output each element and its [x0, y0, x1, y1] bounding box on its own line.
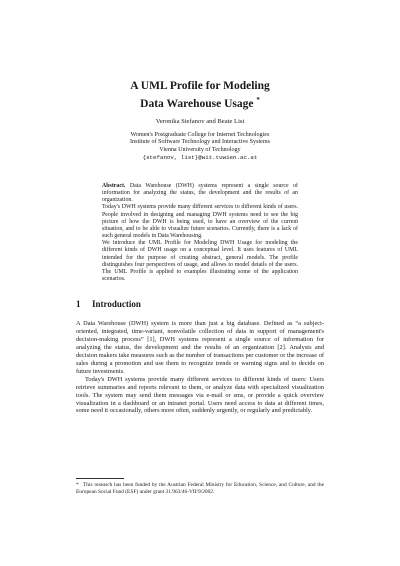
- title-line-2-text: Data Warehouse Usage: [140, 97, 254, 110]
- paper-title: [60, 79, 340, 111]
- footnote-mark: *: [76, 482, 79, 488]
- body-paragraph-2: Today's DWH systems provide many different services to different kinds of users: Users retrieve summaries and reports relevant to them, or analyze data with specialized visualization tools. The system may send them messages via e-mail or sms, or provide a quick overview visualization in a dashboard or an intranet portal. Users need access to data at different times, some need it occasionally, others more often, suddenly urgently, or regularly and predictably.: [76, 375, 324, 415]
- title-line-2: [60, 93, 340, 111]
- abstract-paragraph-1: [102, 183, 298, 204]
- footnote-rule: [76, 478, 124, 479]
- body-paragraph-1: A Data Warehouse (DWH) system is more than just a big database. Defined as “a subject-oriented, integrated, time-variant, nonvolatile collection of data in support of management's decision-making process” [1], DWH systems represent a single source of information for analyzing the status, the development and the results of an organization [2]. Analysts and decision makers take measures such as the number of transactions per customer or the increase of sales during a promotion and use them to recognize trends or warning signs and to decide on future investments.: [76, 320, 324, 375]
- abstract-paragraph-2: Today's DWH systems provide many different services to different kinds of users. People involved in designing and managing DWH systems need to see the big picture of how the DWH is being used, to have an overview of the current situation, and to be able to visualize future scenarios. Currently, there is a lack of such general models in Data Warehousing.: [102, 204, 298, 240]
- section-body: [76, 320, 324, 415]
- affiliation-line-1: Women's Postgraduate College for Internet Technologies: [130, 132, 270, 138]
- affiliation-line-2: Institute of Software Technology and Interactive Systems: [130, 139, 270, 146]
- abstract-block: [102, 183, 298, 283]
- footnote: [76, 482, 324, 496]
- abstract-paragraph-3: We introduce the UML Profile for Modeling DWH Usage for modeling the different kinds of DWH usage on a conceptual level. It uses features of UML intended for the purpose of creating abstract, general models. The profile distinguishes four perspectives of usage, and allows to model details of the users. The UML Profile is applied to examples illustrating some of the application scenarios.: [102, 240, 298, 283]
- abstract-text-1: Data Warehouse (DWH) systems represent a single source of information for analyzing the status, the development and the results of an organization.: [102, 183, 298, 204]
- author-email: {stefanov, list}@wit.tuwien.ac.at: [142, 153, 258, 161]
- title-footnote-mark: *: [256, 96, 260, 104]
- author-list: Veronika Stefanov and Beate List: [155, 118, 245, 125]
- section-title: Introduction: [92, 299, 141, 309]
- affiliation-line-3: Vienna University of Technology: [159, 146, 241, 153]
- section-number: 1: [76, 299, 81, 309]
- title-line-1: A UML Profile for Modeling: [130, 80, 270, 92]
- affiliation-block: [60, 132, 340, 161]
- abstract-label: Abstract.: [102, 183, 126, 189]
- footnote-text: This research has been funded by the Austrian Federal Ministry for Education, Science, and Culture, and the European Social Fund (ESF) under grant 31.963/46-VII/9/2002.: [76, 482, 324, 496]
- section-heading: [76, 299, 141, 310]
